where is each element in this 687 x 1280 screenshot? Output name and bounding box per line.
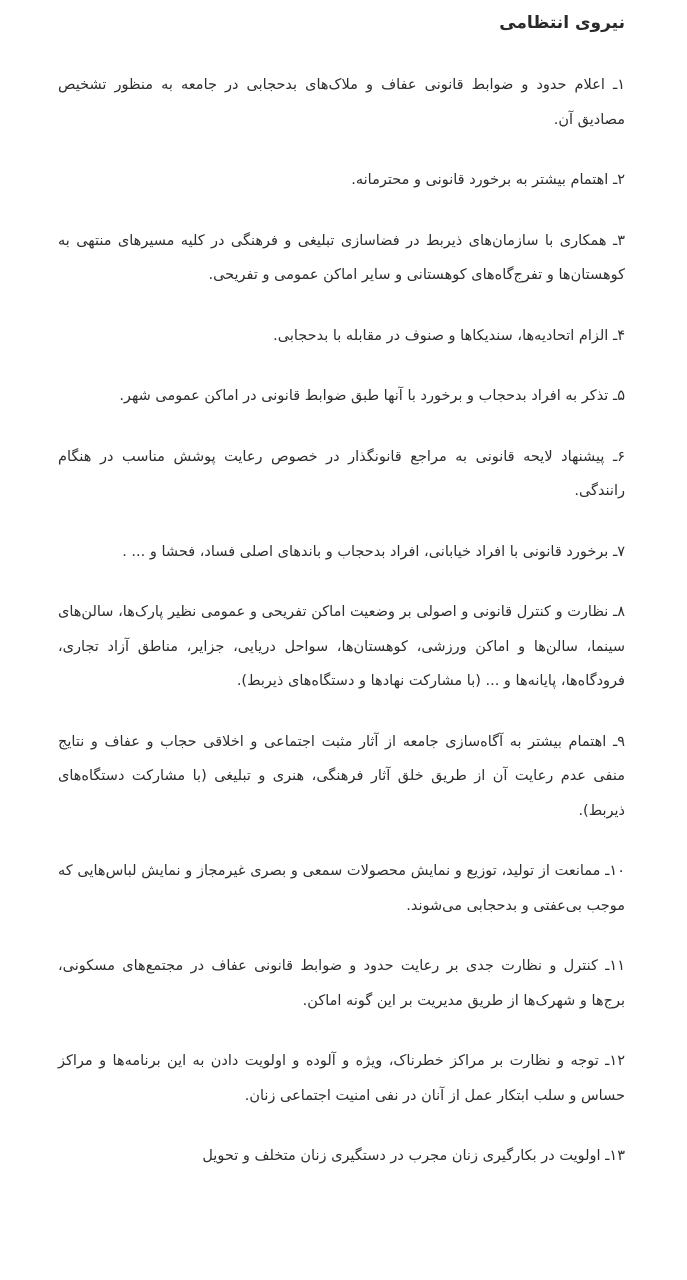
list-item: ۱ـ اعلام حدود و ضوابط قانونی عفاف و ملاک‌های بدحجابی در جامعه به منظور تشخیص مصادیق آن. (58, 77, 625, 128)
list-item: ۱۳ـ اولویت در بکارگیری زنان مجرب در دستگیری زنان متخلف و تحویل (202, 1148, 625, 1164)
list-item: ۱۰ـ ممانعت از تولید، توزیع و نمایش محصولات سمعی و بصری غیرمجاز و نمایش لباس‌هایی که موجب بی‌عفتی و بدحجابی می‌شوند. (58, 863, 625, 914)
document-title: نیروی انتظامی (499, 13, 625, 33)
list-item: ۵ـ تذکر به افراد بدحجاب و برخورد با آنها طبق ضوابط قانونی در اماکن عمومی شهر. (119, 388, 625, 404)
list-item: ۴ـ الزام اتحادیه‌ها، سندیکاها و صنوف در مقابله با بدحجابی. (273, 327, 625, 344)
list-item: ۶ـ پیشنهاد لایحه قانونی به مراجع قانونگذار در خصوص رعایت پوشش مناسب در هنگام رانندگی. (58, 448, 625, 499)
list-item: ۲ـ اهتمام بیشتر به برخورد قانونی و محترمانه. (351, 172, 625, 188)
list-item: ۳ـ همکاری با سازمان‌های ذیربط در فضاسازی تبلیغی و فرهنگی در کلیه مسیرهای منتهی به کوهستان‌ها و تفرج‌گاه‌های کوهستانی و سایر اماکن عمومی و تفریحی. (58, 232, 625, 283)
list-item: ۱۲ـ توجه و نظارت بر مراکز خطرناک، ویژه و آلوده و اولویت دادن به این برنامه‌ها و مراکز حساس و سلب ابتکار عمل از آنان در نفی امنیت اجتماعی زنان. (58, 1053, 625, 1104)
list-item: ۷ـ برخورد قانونی با افراد خیابانی، افراد بدحجاب و باندهای اصلی فساد، فحشا و ... . (122, 543, 625, 560)
list-item: ۹ـ اهتمام بیشتر به آگاه‌سازی جامعه از آثار مثبت اجتماعی و اخلاقی حجاب و عفاف و نتایج منفی عدم رعایت آن از طریق خلق آثار فرهنگی، هنری و تبلیغی (با مشارکت دستگاه‌های ذیربط). (58, 733, 625, 819)
list-item: ۸ـ نظارت و کنترل قانونی و اصولی بر وضعیت اماکن تفریحی و عمومی نظیر پارک‌ها، سالن‌های سینما، سالن‌ها و اماکن ورزشی، کوهستان‌ها، سواحل دریایی، جزایر، مناطق آزاد تجاری، فرودگاه‌ها، پایانه‌ها و ... (با مشارکت نهادها و دستگاه‌های ذیربط). (58, 604, 625, 689)
list-item: ۱۱ـ کنترل و نظارت جدی بر رعایت حدود و ضوابط قانونی عفاف در مجتمع‌های مسکونی، برج‌ها و شهرک‌ها از طریق مدیریت بر این گونه اماکن. (58, 958, 625, 1009)
